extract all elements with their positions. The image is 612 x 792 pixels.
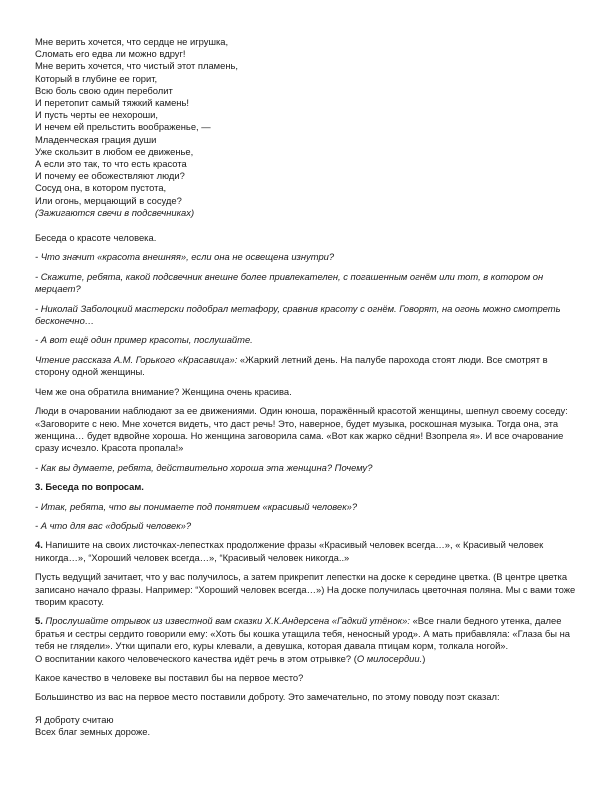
story-question: - Как вы думаете, ребята, действительно хороша эта женщина? Почему? — [35, 461, 373, 473]
reading-paragraph — [35, 354, 580, 379]
reading-label: Чтение рассказа А.М. Горького «Красавица»: — [35, 353, 238, 365]
section-heading: 3. Беседа по вопросам. — [35, 481, 144, 493]
reading-text: «Жаркий летний день. На палубе парохода стоят люди. Все смотрят в сторону одной женщины. — [35, 353, 548, 378]
task-text: «Все гнали бедного утенка, далее братья и сестры сердито говорили ему: «Хоть бы кошка утащила тебя, неносный урод». А мать прибавляла: «Глаза бы на тебя не глядели». Утки щипали его, куры клевали, а девушка, которая давала птицам корм, толкала ногой». — [35, 615, 570, 652]
document-page — [35, 36, 580, 738]
poem-line: И пусть черты ее нехороши, — [35, 109, 159, 121]
task-note: Пусть ведущий зачитает, что у вас получилось, а затем прикрепит лепестки на доске к середине цветка. (В центре цветка записано начало фразы. Например: “Хороший человек всегда…») На доске получилась цветочная поляна. Мы с вами тоже творим красоту. — [35, 571, 576, 607]
question-paragraph: - Скажите, ребята, какой подсвечник внешне более привлекателен, с погашенным огнём или тот, в котором он мерцает? — [35, 270, 544, 295]
question-paragraph: - Итак, ребята, что вы понимаете под понятием «красивый человек»? — [35, 500, 358, 512]
poem-line: Я доброту считаю — [35, 713, 114, 725]
task-label: Прослушайте отрывок из известной вам сказки Х.К.Андерсена «Гадкий утёнок»: — [42, 615, 410, 627]
poem-line: Мне верить хочется, что сердце не игрушка, — [35, 36, 229, 47]
poem-line: Мне верить хочется, что чистый этот пламень, — [35, 60, 238, 72]
task-question — [35, 653, 580, 665]
stage-direction: (Зажигаются свечи в подсвечниках) — [35, 206, 195, 218]
poem-line: Или огонь, мерцающий в сосуде? — [35, 194, 182, 206]
question-paragraph: - А что для вас «добрый человек»? — [35, 519, 192, 531]
poem-line: И нечем ей прельстить воображенье, — — [35, 121, 211, 133]
conversation-title: Беседа о красоте человека. — [35, 232, 157, 244]
task-question-close: ) — [422, 652, 426, 664]
task-question-text: О воспитании какого человеческого качества идёт речь в этом отрывке? ( — [35, 652, 357, 664]
task-text: Напишите на своих листочках-лепестках продолжение фразы «Красивый человек всегда…», « Красивый человек никогда…», “Хороший человек всегда…», “Красивый человек никогда..» — [35, 539, 544, 563]
poem-line: Который в глубине ее горит, — [35, 72, 158, 84]
poem-line: Уже скользит в любом ее движенье, — [35, 145, 194, 157]
poem-line: Всю боль свою один переболит — [35, 84, 173, 96]
question-paragraph: Какое качество в человеке вы поставил бы на первое место? — [35, 672, 304, 684]
poem-line: Младенческая грация души — [35, 133, 157, 145]
story-paragraph: Люди в очаровании наблюдают за ее движениями. Один юноша, поражённый красотой женщины, шепнул своему соседу: «Заговорите с нею. Мне хочется видеть, что даст речь! Это, наверное, будет музыка, роскошная музыка. Тогда она, эта женщина… будет вдвойне хороша. Но женщина заговорила сама. «Вот как жарко сёдни! Взопрела я». И все очарование сразу исчезло. Красота пропала!» — [35, 405, 568, 454]
question-paragraph: - Николай Заболоцкий мастерски подобрал метафору, сравнив красоту с огнём. Говорят, на огонь можно смотреть бесконечно… — [35, 302, 561, 327]
poem-line: Сломать его едва ли можно вдруг! — [35, 48, 186, 60]
question-paragraph: - А вот ещё один пример красоты, послушайте. — [35, 334, 253, 346]
poem-closing — [35, 714, 580, 738]
poem-line: Сосуд она, в котором пустота, — [35, 182, 167, 194]
task-paragraph — [35, 615, 580, 652]
poem-line: Всех благ земных дороже. — [35, 726, 151, 738]
task-number: 5. — [35, 615, 43, 627]
poem-line: И перетопит самый тяжкий камень! — [35, 97, 189, 109]
reading-question: Чем же она обратила внимание? Женщина очень красива. — [35, 385, 292, 397]
task-paragraph — [35, 539, 580, 564]
poem-line: А если это так, то что есть красота — [35, 158, 187, 170]
task-answer: О милосердии. — [356, 652, 423, 664]
question-paragraph: Большинство из вас на первое место поставили доброту. Это замечательно, по этому поводу поэт сказал: — [35, 691, 500, 703]
poem-line: И почему ее обожествляют люди? — [35, 170, 185, 182]
task-number: 4. — [35, 539, 43, 551]
poem-stanza — [35, 36, 580, 219]
question-paragraph: - Что значит «красота внешняя», если она не освещена изнутри? — [35, 251, 335, 263]
